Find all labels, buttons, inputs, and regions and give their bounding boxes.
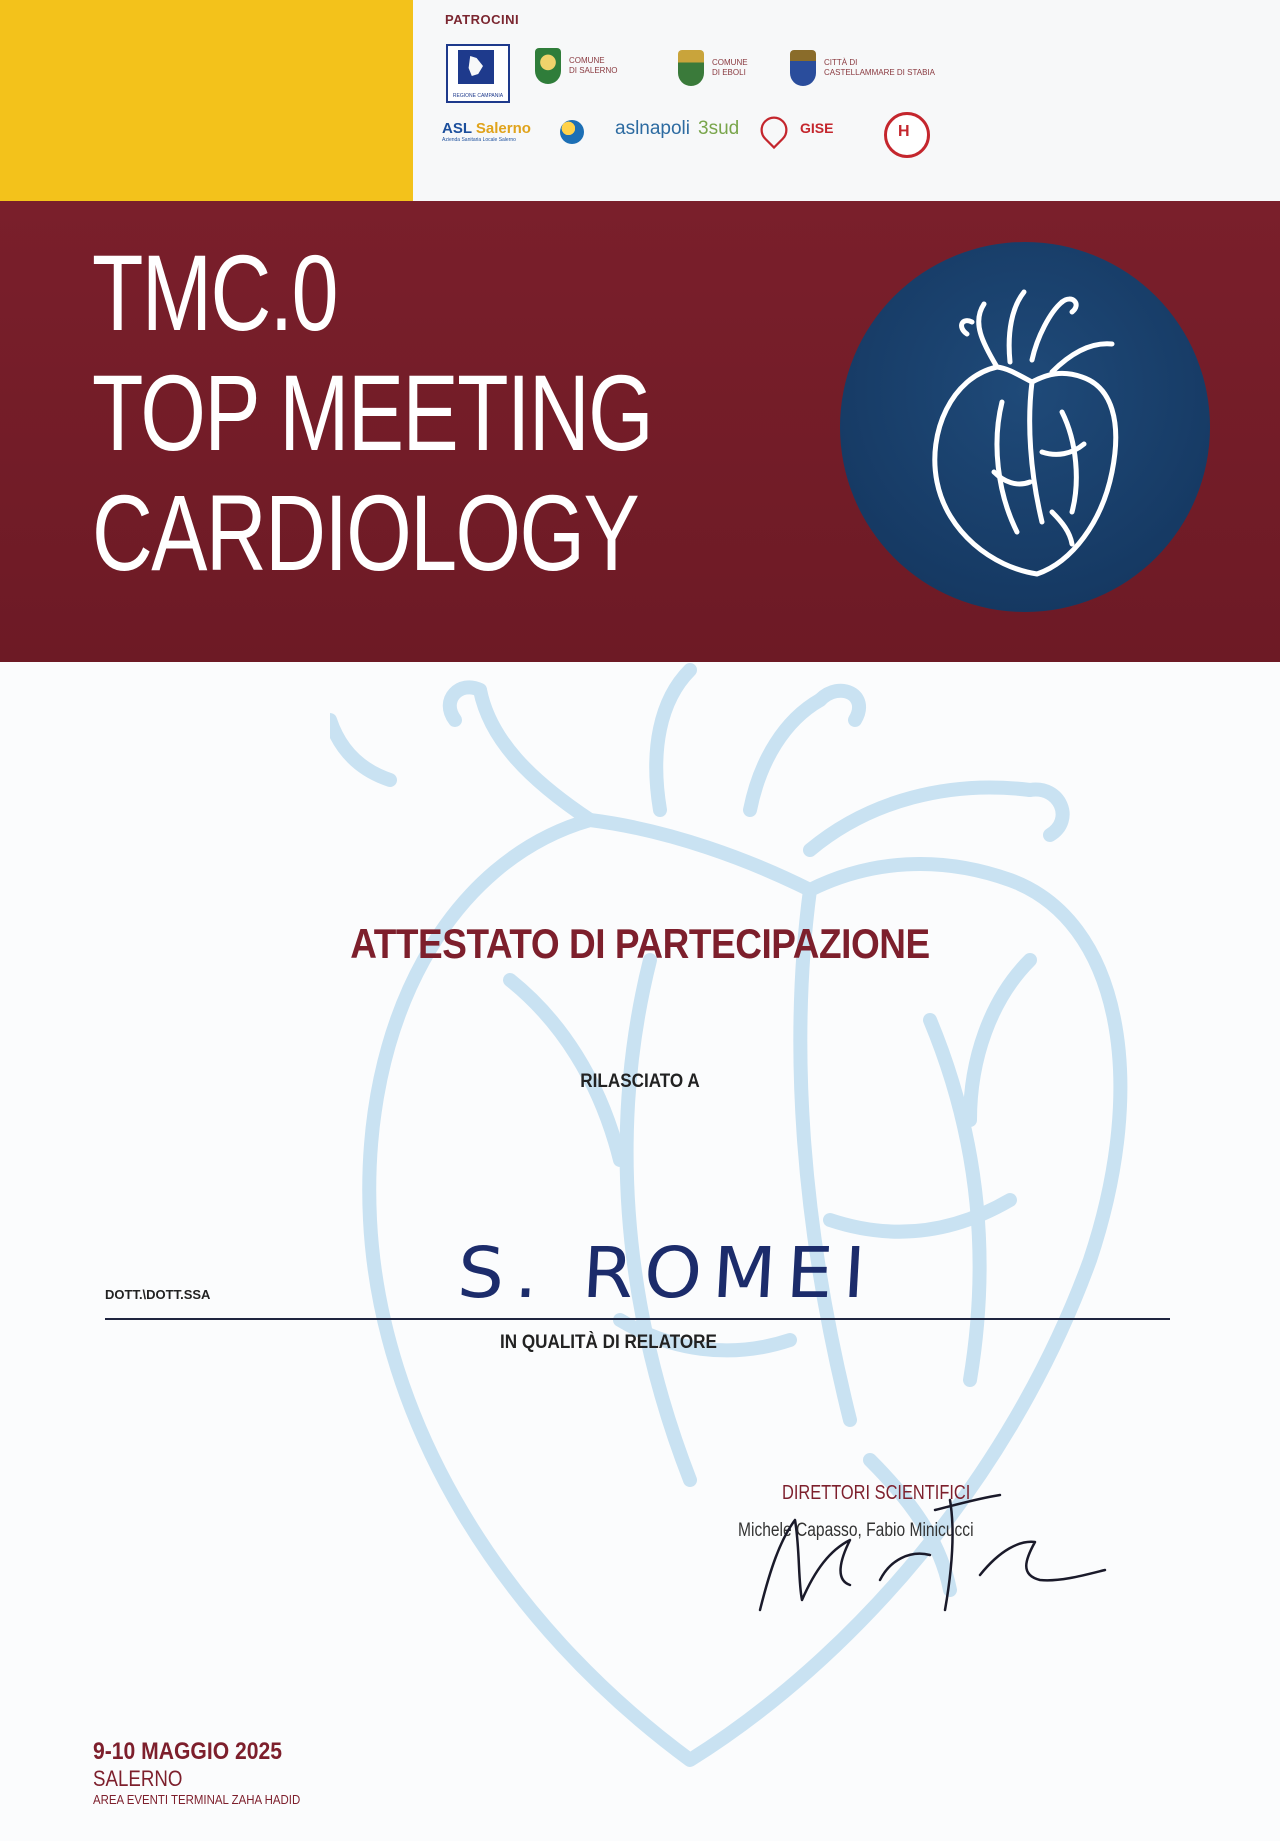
event-title-line-1: TMC.0 [92, 232, 337, 353]
certificate-heading: ATTESTATO DI PARTECIPAZIONE [350, 920, 930, 967]
sponsors-area [413, 0, 1280, 201]
eboli-crest-icon [678, 50, 704, 86]
comune-eboli-label: COMUNE DI EBOLI [712, 58, 748, 77]
name-underline [105, 1318, 1170, 1320]
event-title-line-3: CARDIOLOGY [92, 472, 639, 593]
comune-salerno-label: COMUNE DI SALERNO [569, 56, 618, 75]
castellammare-label: CITTÀ DI CASTELLAMMARE DI STABIA [824, 58, 935, 77]
recipient-title-prefix: DOTT.\DOTT.SSA [105, 1287, 211, 1302]
asl-globe-icon [560, 120, 584, 144]
gise-heart-icon [755, 111, 793, 149]
gise-logo: GISE [756, 112, 833, 148]
event-dates: 9-10 MAGGIO 2025 [93, 1738, 282, 1765]
asl-napoli-3-sud-logo: aslnapoli 3sud [615, 118, 740, 139]
issued-to-label: RILASCIATO A [580, 1071, 700, 1092]
sponsors-title: PATROCINI [445, 12, 520, 27]
scientific-directors-names: Michele Capasso, Fabio Minicucci [738, 1520, 974, 1541]
regione-campania-logo: REGIONE CAMPANIA [446, 44, 510, 103]
salerno-crest-icon [535, 48, 561, 84]
comune-eboli-logo [678, 50, 748, 86]
castellammare-logo [790, 50, 935, 86]
castellammare-crest-icon [790, 50, 816, 86]
event-venue: AREA EVENTI TERMINAL ZAHA HADID [93, 1792, 301, 1807]
anatomical-heart-icon [912, 282, 1142, 582]
comune-salerno-logo [535, 48, 617, 84]
event-city: SALERNO [93, 1766, 183, 1791]
recipient-role: IN QUALITÀ DI RELATORE [500, 1332, 717, 1353]
yellow-corner-block [0, 0, 413, 201]
event-title [92, 233, 652, 593]
event-title-line-2: TOP MEETING [92, 352, 653, 473]
asl-salerno-logo: ASL Salerno Azienda Sanitaria Locale Salerno [442, 120, 592, 150]
arca-seal-logo [884, 112, 930, 158]
recipient-name: S. ROMEI [455, 1232, 878, 1314]
scientific-directors-label: DIRETTORI SCIENTIFICI [782, 1482, 971, 1504]
handwritten-signature [740, 1480, 1120, 1620]
